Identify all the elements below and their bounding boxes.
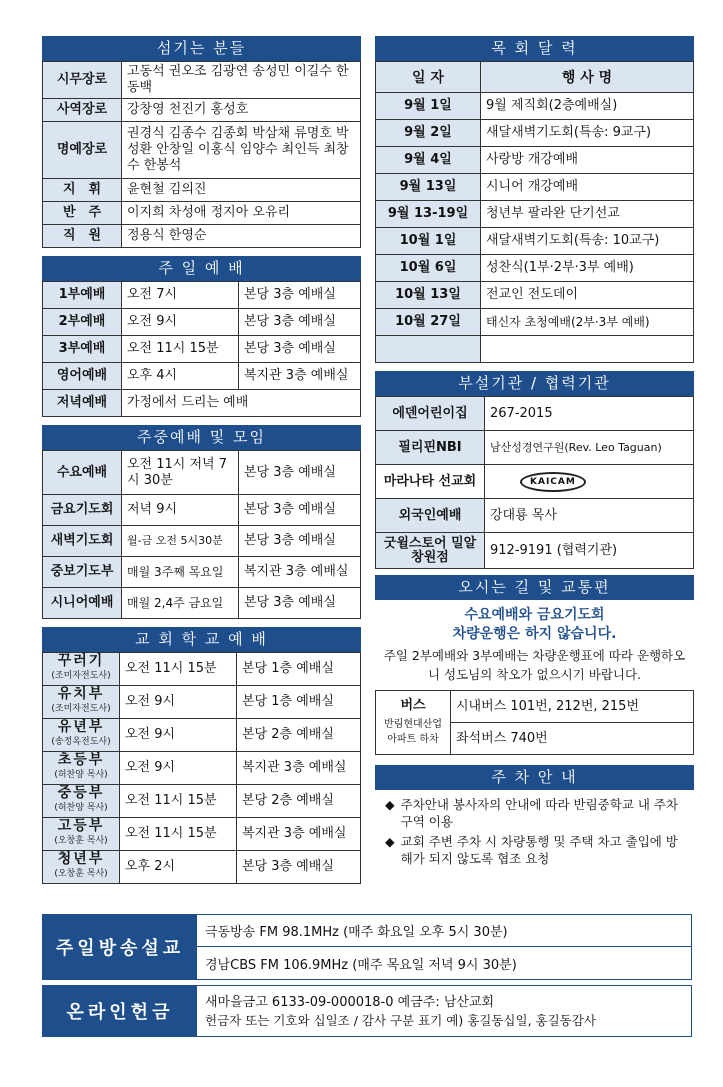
event-date: 9월 13일	[376, 174, 481, 201]
school-time: 오전 11시 15분	[120, 785, 237, 818]
bus-line-1: 시내버스 101번, 212번, 215번	[451, 691, 694, 723]
school-place: 본당 2층 예배실	[237, 785, 361, 818]
event-name: 성찬식(1부·2부·3부 예배)	[481, 255, 694, 282]
partner-name: 외국인예배	[376, 499, 485, 533]
event-name: 시니어 개강예배	[481, 174, 694, 201]
event-date: 9월 13-19일	[376, 201, 481, 228]
bus-info	[376, 691, 451, 755]
meeting-place: 본당 3층 예배실	[239, 451, 361, 495]
event-name: 전교인 전도데이	[481, 282, 694, 309]
event-name: 새달새벽기도회(특송: 10교구)	[481, 228, 694, 255]
role: 시무장로	[43, 62, 122, 99]
school-time: 오전 9시	[120, 752, 237, 785]
meeting-time: 오전 11시 저녁 7시 30분	[122, 451, 239, 495]
role: 명예장로	[43, 122, 122, 179]
department: 유년부 (송정옥전도사)	[43, 719, 120, 752]
service-name: 1부예배	[43, 282, 122, 309]
names: 정용식 한영순	[122, 225, 361, 248]
event-name: 새달새벽기도회(특송: 9교구)	[481, 120, 694, 147]
role: 지 휘	[43, 179, 122, 202]
calendar-header: 목 회 달 력	[375, 36, 694, 61]
role: 반 주	[43, 202, 122, 225]
notice-line-2: 차량운행은 하지 않습니다.	[452, 626, 617, 642]
school-header: 교 회 학 교 예 배	[42, 627, 361, 652]
service-name: 2부예배	[43, 309, 122, 336]
partner-name: 마라나타 선교회	[376, 465, 485, 499]
role: 사역장로	[43, 99, 122, 122]
parking-item: ◆ 주차안내 봉사자의 안내에 따라 반림중학교 내 주차구역 이용	[385, 797, 679, 829]
partner-name: 필리핀NBI	[376, 431, 485, 465]
meeting-time: 월-금 오전 5시30분	[122, 526, 239, 557]
service-time: 오전 11시 15분	[122, 336, 239, 363]
bus-stop: 반림현대산업 아파트 하차	[384, 719, 442, 745]
partner-name: 굿윌스토어 밀알창원점	[376, 533, 485, 569]
school-time: 오전 11시 15분	[120, 818, 237, 851]
servants-table	[42, 61, 361, 248]
event-name: 태신자 초청예배(2부·3부 예배)	[481, 309, 694, 336]
parking-list	[375, 790, 694, 871]
weekday-header: 주중예배 및 모임	[42, 425, 361, 450]
offering-box	[42, 985, 692, 1037]
school-table	[42, 652, 361, 884]
right-column	[375, 36, 694, 871]
meeting-name: 수요예배	[43, 451, 122, 495]
calendar-table	[375, 61, 694, 363]
broadcast-line: 경남CBS FM 106.9MHz (매주 목요일 저녁 9시 30분)	[205, 957, 517, 973]
broadcast-label: 주일방송설교	[43, 915, 197, 979]
names: 윤현철 김의진	[122, 179, 361, 202]
bus-label: 버스	[400, 698, 426, 713]
event-date: 9월 1일	[376, 93, 481, 120]
event-date: 10월 1일	[376, 228, 481, 255]
school-time: 오전 9시	[120, 686, 237, 719]
service-time: 오후 4시	[122, 363, 239, 390]
event-date: 9월 4일	[376, 147, 481, 174]
sunday-header: 주 일 예 배	[42, 256, 361, 281]
partners-header: 부설기관 / 협력기관	[375, 371, 694, 396]
department: 청년부 (오창훈 목사)	[43, 851, 120, 884]
servants-header: 섬기는 분들	[42, 36, 361, 61]
partners-table	[375, 396, 694, 569]
department: 초등부 (허찬양 목사)	[43, 752, 120, 785]
school-place: 본당 2층 예배실	[237, 719, 361, 752]
school-place: 복지관 3층 예배실	[237, 752, 361, 785]
weekday-table	[42, 450, 361, 619]
event-date: 10월 6일	[376, 255, 481, 282]
event-name	[481, 336, 694, 363]
partner-value: 남산성경연구원(Rev. Leo Taguan)	[485, 431, 694, 465]
bus-table	[375, 690, 694, 755]
service-time: 가정에서 드리는 예배	[122, 390, 361, 417]
service-place: 복지관 3층 예배실	[239, 363, 361, 390]
service-place: 본당 3층 예배실	[239, 282, 361, 309]
meeting-time: 매월 2,4주 금요일	[122, 588, 239, 619]
partner-value: 267-2015	[485, 397, 694, 431]
school-time: 오후 2시	[120, 851, 237, 884]
meeting-name: 금요기도회	[43, 495, 122, 526]
role: 직 원	[43, 225, 122, 248]
offering-label: 온라인헌금	[43, 986, 197, 1036]
service-place: 본당 3층 예배실	[239, 336, 361, 363]
names: 이지희 차성애 정지아 오유리	[122, 202, 361, 225]
parking-header: 주 차 안 내	[375, 765, 694, 790]
diamond-icon: ◆	[385, 797, 395, 812]
service-name: 3부예배	[43, 336, 122, 363]
school-place: 본당 1층 예배실	[237, 686, 361, 719]
department: 유치부 (조미자전도사)	[43, 686, 120, 719]
diamond-icon: ◆	[385, 834, 395, 849]
school-place: 복지관 3층 예배실	[237, 818, 361, 851]
service-name: 저녁예배	[43, 390, 122, 417]
offering-line: 헌금자 또는 기호와 십일조 / 감사 구분 표기 예) 홍길동십일, 홍길동감사	[205, 1013, 596, 1028]
school-place: 본당 3층 예배실	[237, 851, 361, 884]
event-name: 사랑방 개강예배	[481, 147, 694, 174]
bus-line-2: 좌석버스 740번	[451, 723, 694, 755]
directions-header: 오시는 길 및 교통편	[375, 575, 694, 600]
service-time: 오전 9시	[122, 309, 239, 336]
event-name: 청년부 팔라완 단기선교	[481, 201, 694, 228]
school-time: 오전 11시 15분	[120, 653, 237, 686]
col-event: 행 사 명	[481, 62, 694, 93]
meeting-name: 시니어예배	[43, 588, 122, 619]
names: 권경식 김종수 김종회 박삼채 류명호 박성환 안창일 이홍식 임양수 최인득 최창수 한봉석	[122, 122, 361, 179]
event-name: 9월 제직회(2층예배실)	[481, 93, 694, 120]
event-date: 10월 27일	[376, 309, 481, 336]
meeting-time: 매월 3주째 목요일	[122, 557, 239, 588]
broadcast-box	[42, 914, 692, 980]
notice-line-1: 수요예배와 금요기도회	[464, 607, 605, 623]
meeting-name: 중보기도부	[43, 557, 122, 588]
service-place: 본당 3층 예배실	[239, 309, 361, 336]
meeting-name: 새벽기도회	[43, 526, 122, 557]
kaicam-logo: KAICAM	[485, 465, 694, 499]
service-time: 오전 7시	[122, 282, 239, 309]
department: 고등부 (오창훈 목사)	[43, 818, 120, 851]
col-date: 일 자	[376, 62, 481, 93]
names: 강창영 천진기 홍성호	[122, 99, 361, 122]
partner-value: 912-9191 (협력기관)	[485, 533, 694, 569]
school-place: 본당 1층 예배실	[237, 653, 361, 686]
names: 고동석 권오조 김광연 송성민 이길수 한동백	[122, 62, 361, 99]
event-date: 10월 13일	[376, 282, 481, 309]
offering-line: 새마을금고 6133-09-000018-0 예금주: 남산교회	[205, 994, 495, 1010]
school-time: 오전 9시	[120, 719, 237, 752]
event-date	[376, 336, 481, 363]
partner-value: 강대룡 목사	[485, 499, 694, 533]
parking-item: ◆ 교회 주변 주차 시 차량통행 및 주택 차고 출입에 방해가 되지 않도록 협조 요청	[385, 834, 678, 866]
meeting-time: 저녁 9시	[122, 495, 239, 526]
partner-name: 에덴어린이집	[376, 397, 485, 431]
sunday-table	[42, 281, 361, 417]
meeting-place: 본당 3층 예배실	[239, 526, 361, 557]
left-column	[42, 36, 361, 884]
meeting-place: 복지관 3층 예배실	[239, 557, 361, 588]
directions-notice	[375, 600, 694, 690]
event-date: 9월 2일	[376, 120, 481, 147]
service-name: 영어예배	[43, 363, 122, 390]
department: 중등부 (허찬양 목사)	[43, 785, 120, 818]
department: 꾸러기 (조미자전도사)	[43, 653, 120, 686]
directions-text: 주일 2부예배와 3부예배는 차량운행표에 따라 운행하오니 성도님의 착오가 없으시기 바랍니다.	[383, 648, 686, 682]
meeting-place: 본당 3층 예배실	[239, 588, 361, 619]
meeting-place: 본당 3층 예배실	[239, 495, 361, 526]
broadcast-line: 극동방송 FM 98.1MHz (매주 화요일 오후 5시 30분)	[197, 915, 691, 947]
